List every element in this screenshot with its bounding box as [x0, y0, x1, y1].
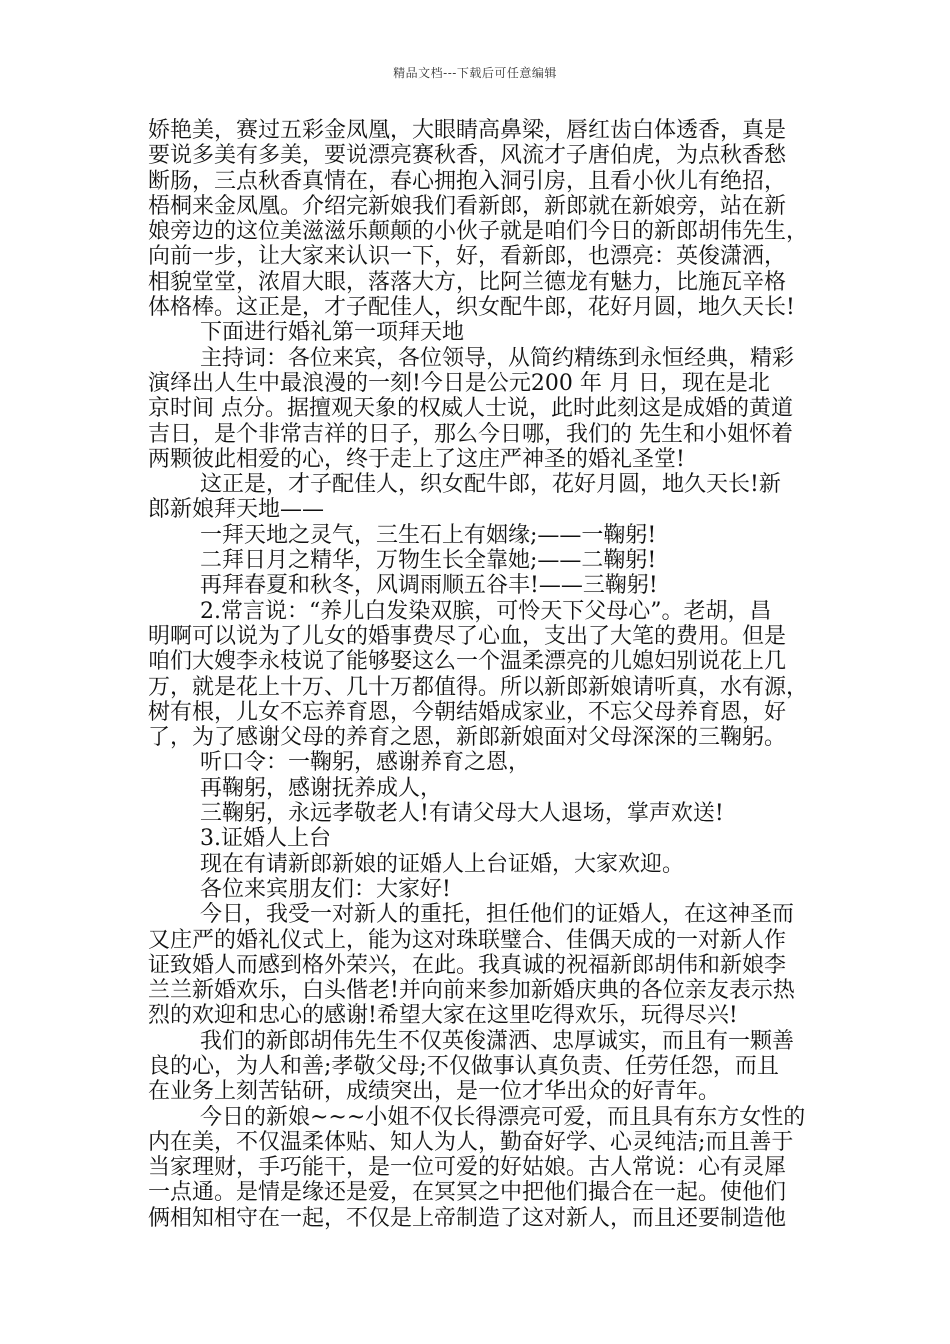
- text-line: 烈的欢迎和忠心的感谢!希望大家在这里吃得欢乐，玩得尽兴!: [148, 1003, 738, 1029]
- text-line: 断肠，三点秋香真情在，春心拥抱入洞引房，且看小伙儿有绝招，: [148, 168, 787, 194]
- text-line: 体格棒。这正是，才子配佳人，织女配牛郎，花好月圆，地久天长!: [148, 295, 795, 321]
- text-line: 演绎出人生中最浪漫的一刻!今日是公元200 年 月 日，现在是北: [148, 370, 770, 396]
- text-line: 向前一步，让大家来认识一下，好，看新郎，也漂亮：英俊潇洒，: [148, 244, 787, 270]
- text-line: 再拜春夏和秋冬，风调雨顺五谷丰!——三鞠躬!: [200, 573, 658, 599]
- text-line: 3.证婚人上台: [200, 826, 331, 852]
- text-line: 树有根，儿女不忘养育恩，今朝结婚成家业，不忘父母养育恩，好: [148, 699, 787, 725]
- text-line: 这正是，才子配佳人，织女配牛郎，花好月圆，地久天长!新: [200, 472, 781, 498]
- text-line: 当家理财，手巧能干，是一位可爱的好姑娘。古人常说：心有灵犀: [148, 1155, 787, 1181]
- text-line: 明啊可以说为了儿女的婚事费尽了心血，支出了大笔的费用。但是: [148, 623, 787, 649]
- text-line: 万，就是花上十万、几十万都值得。所以新郎新娘请听真，水有源，: [148, 674, 809, 700]
- text-line: 娇艳美，赛过五彩金凤凰，大眼睛高鼻梁，唇红齿白体透香，真是: [148, 118, 787, 143]
- text-line: 主持词：各位来宾，各位领导，从简约精练到永恒经典，精彩: [200, 345, 795, 371]
- text-line: 梧桐来金凤凰。介绍完新娘我们看新郎，新郎就在新娘旁，站在新: [148, 193, 787, 219]
- text-line: 娘旁边的这位美滋滋乐颠颠的小伙子就是咱们今日的新郎胡伟先生，: [148, 219, 809, 245]
- text-line: 又庄严的婚礼仪式上，能为这对珠联璧合、佳偶天成的一对新人作: [148, 927, 787, 953]
- text-line: 听口令：一鞠躬，感谢养育之恩，: [200, 750, 531, 776]
- text-line: 良的心，为人和善;孝敬父母;不仅做事认真负责、任劳任怨，而且: [148, 1053, 779, 1079]
- text-line: 了，为了感谢父母的养育之恩，新郎新娘面对父母深深的三鞠躬。: [148, 725, 787, 751]
- text-line: 我们的新郎胡伟先生不仅英俊潇洒、忠厚诚实，而且有一颗善: [200, 1028, 795, 1054]
- text-line: 各位来宾朋友们：大家好!: [200, 876, 451, 902]
- text-line: 吉日，是个非常吉祥的日子，那么今日哪，我们的 先生和小姐怀着: [148, 421, 793, 447]
- text-line: 再鞠躬，感谢抚养成人，: [200, 775, 443, 801]
- text-line: 今日，我受一对新人的重托，担任他们的证婚人，在这神圣而: [200, 902, 795, 928]
- document-body: [148, 118, 808, 1231]
- text-line: 一点通。是情是缘还是爱，在冥冥之中把他们撮合在一起。使他们: [148, 1180, 787, 1206]
- text-line: 证致婚人而感到格外荣兴，在此。我真诚的祝福新郎胡伟和新娘李: [148, 952, 787, 978]
- text-line: 郎新娘拜天地——: [148, 497, 325, 523]
- text-line: 二拜日月之精华，万物生长全靠她;——二鞠躬!: [200, 548, 657, 574]
- text-line: 下面进行婚礼第一项拜天地: [200, 320, 465, 346]
- text-line: 三鞠躬，永远孝敬老人!有请父母大人退场，掌声欢送!: [200, 801, 724, 827]
- text-line: 咱们大嫂李永枝说了能够娶这么一个温柔漂亮的儿媳妇别说花上几: [148, 649, 787, 675]
- text-line: 在业务上刻苦钻研，成绩突出，是一位才华出众的好青年。: [148, 1079, 721, 1105]
- text-line: 相貌堂堂，浓眉大眼，落落大方，比阿兰德龙有魅力，比施瓦辛格: [148, 269, 787, 295]
- text-line: 今日的新娘~~~小姐不仅长得漂亮可爱，而且具有东方女性的: [200, 1104, 806, 1130]
- text-line: 京时间 点分。据擅观天象的权威人士说，此时此刻这是成婚的黄道: [148, 396, 793, 422]
- text-line: 两颗彼此相爱的心，终于走上了这庄严神圣的婚礼圣堂!: [148, 446, 685, 472]
- text-line: 一拜天地之灵气，三生石上有姻缘;——一鞠躬!: [200, 522, 657, 548]
- text-line: 内在美，不仅温柔体贴、知人为人，勤奋好学、心灵纯洁;而且善于: [148, 1129, 794, 1155]
- text-line: 兰兰新婚欢乐，白头偕老!并向前来参加新婚庆典的各位亲友表示热: [148, 978, 795, 1004]
- text-line: 要说多美有多美，要说漂亮赛秋香，风流才子唐伯虎，为点秋香愁: [148, 143, 787, 169]
- text-line: 2.常言说：“养儿白发染双膑，可怜天下父母心”。老胡，昌: [200, 598, 772, 624]
- text-line: 现在有请新郎新娘的证婚人上台证婚，大家欢迎。: [200, 851, 685, 877]
- text-line: 俩相知相守在一起，不仅是上帝制造了这对新人，而且还要制造他: [148, 1205, 787, 1231]
- page-header: 精品文档---下载后可任意编辑: [393, 66, 557, 80]
